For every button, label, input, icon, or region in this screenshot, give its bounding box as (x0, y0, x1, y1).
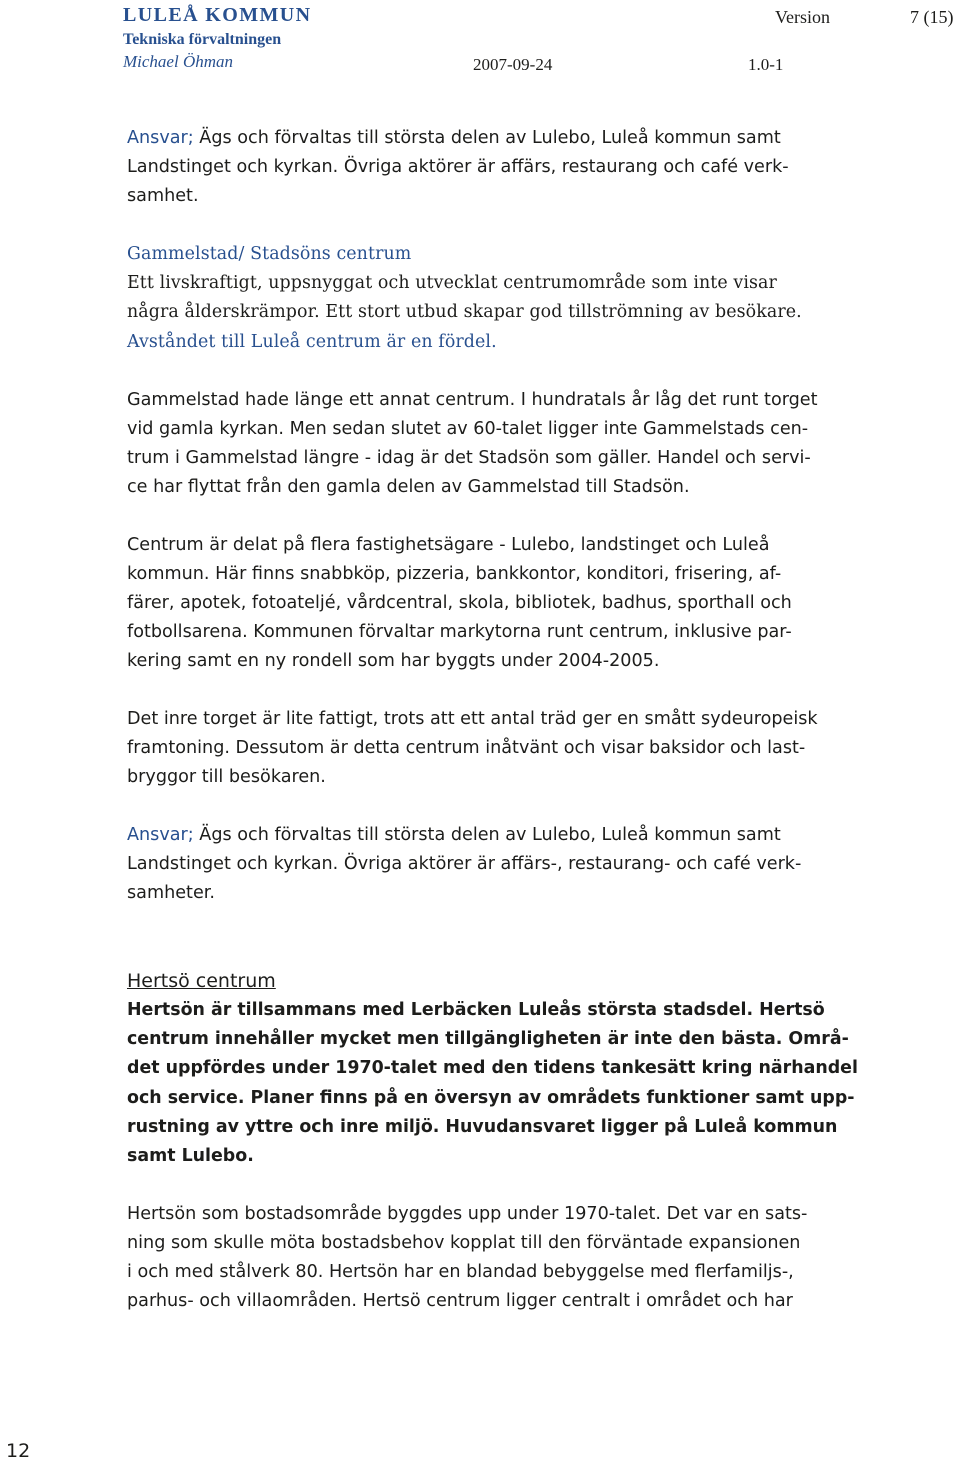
hertso-intro (127, 996, 867, 1171)
paragraph-line: fotbollsarena. Kommunen förvaltar markytorna runt centrum, inklusive par- (127, 622, 792, 642)
paragraph-line: i och med stålverk 80. Hertsön har en blandad bebyggelse med flerfamiljs-, (127, 1262, 794, 1282)
paragraph-line: Ägs och förvaltas till största delen av Lulebo, Luleå kommun samt (193, 825, 781, 845)
paragraph-line: samheter. (127, 883, 215, 903)
hertso-paragraph-1 (127, 1200, 867, 1316)
paragraph-line: bryggor till besökaren. (127, 767, 326, 787)
paragraph-line: Ägs och förvaltas till största delen av Lulebo, Luleå kommun samt (193, 128, 781, 148)
paragraph-line: ning som skulle möta bostadsbehov kopplat till den förväntade expansionen (127, 1233, 801, 1253)
intro-line: det uppfördes under 1970-talet med den tidens tankesätt kring närhandel (127, 1058, 858, 1079)
paragraph-line: Landstinget och kyrkan. Övriga aktörer är affärs-, restaurang- och café verk- (127, 854, 802, 874)
gammelstad-section-intro (127, 240, 867, 357)
paragraph-line: kommun. Här finns snabbköp, pizzeria, bankkontor, konditori, frisering, af- (127, 564, 782, 584)
paragraph-line: trum i Gammelstad längre - idag är det Stadsön som gäller. Handel och servi- (127, 448, 811, 468)
intro-line: Hertsön är tillsammans med Lerbäcken Luleås största stadsdel. Hertsö (127, 1000, 825, 1020)
section-title: Hertsö centrum (127, 970, 276, 992)
section-title: Gammelstad/ Stadsöns centrum (127, 244, 412, 264)
responsibility-paragraph-top (127, 124, 867, 211)
paragraph-line: Landstinget och kyrkan. Övriga aktörer är affärs, restaurang och café verk- (127, 157, 789, 177)
organization-name: LULEÅ KOMMUN (123, 4, 312, 26)
gammelstad-paragraph-2 (127, 531, 867, 676)
intro-line: Avståndet till Luleå centrum är en fördel. (127, 331, 497, 352)
gammelstad-responsibility (127, 821, 867, 908)
responsibility-label: Ansvar; (127, 128, 194, 148)
paragraph-line: ce har flyttat från den gamla delen av Gammelstad till Stadsön. (127, 477, 690, 497)
paragraph-line: Hertsön som bostadsområde byggdes upp under 1970-talet. Det var en sats- (127, 1204, 808, 1224)
paragraph-line: kering samt en ny rondell som har byggts under 2004-2005. (127, 651, 660, 671)
responsibility-label: Ansvar; (127, 825, 194, 845)
department-name: Tekniska förvaltningen (123, 31, 282, 48)
document-date: 2007-09-24 (473, 55, 553, 74)
page-number: 7 (15) (910, 7, 954, 27)
intro-line: och service. Planer finns på en översyn av områdets funktioner samt upp- (127, 1087, 855, 1108)
intro-line: rustning av yttre och inre miljö. Huvudansvaret ligger på Luleå kommun (127, 1116, 838, 1137)
intro-line: några ålderskrämpor. Ett stort utbud skapar god tillströmning av besökare. (127, 302, 802, 323)
paragraph-line: samhet. (127, 186, 199, 206)
paragraph-line: Gammelstad hade länge ett annat centrum. I hundratals år låg det runt torget (127, 390, 818, 410)
gammelstad-paragraph-3 (127, 705, 867, 792)
intro-line: Ett livskraftigt, uppsnyggat och utvecklat centrumområde som inte visar (127, 273, 777, 294)
author-name: Michael Öhman (123, 52, 234, 71)
paragraph-line: Centrum är delat på flera fastighetsägare - Lulebo, landstinget och Luleå (127, 535, 770, 555)
intro-line: samt Lulebo. (127, 1146, 254, 1167)
version-number: 1.0-1 (748, 55, 784, 74)
page-footer-number: 12 (6, 1440, 31, 1462)
paragraph-line: parhus- och villaområden. Hertsö centrum ligger centralt i området och har (127, 1291, 793, 1311)
paragraph-line: framtoning. Dessutom är detta centrum inåtvänt och visar baksidor och last- (127, 738, 806, 758)
hertso-section-heading (127, 967, 867, 996)
paragraph-line: Det inre torget är lite fattigt, trots att ett antal träd ger en smått sydeuropeisk (127, 709, 818, 729)
paragraph-line: färer, apotek, fotoateljé, vårdcentral, skola, bibliotek, badhus, sporthall och (127, 593, 792, 613)
gammelstad-paragraph-1 (127, 386, 867, 502)
version-label: Version (775, 7, 830, 27)
intro-line: centrum innehåller mycket men tillgängligheten är inte den bästa. Områ- (127, 1029, 849, 1050)
paragraph-line: vid gamla kyrkan. Men sedan slutet av 60-talet ligger inte Gammelstads cen- (127, 419, 809, 439)
